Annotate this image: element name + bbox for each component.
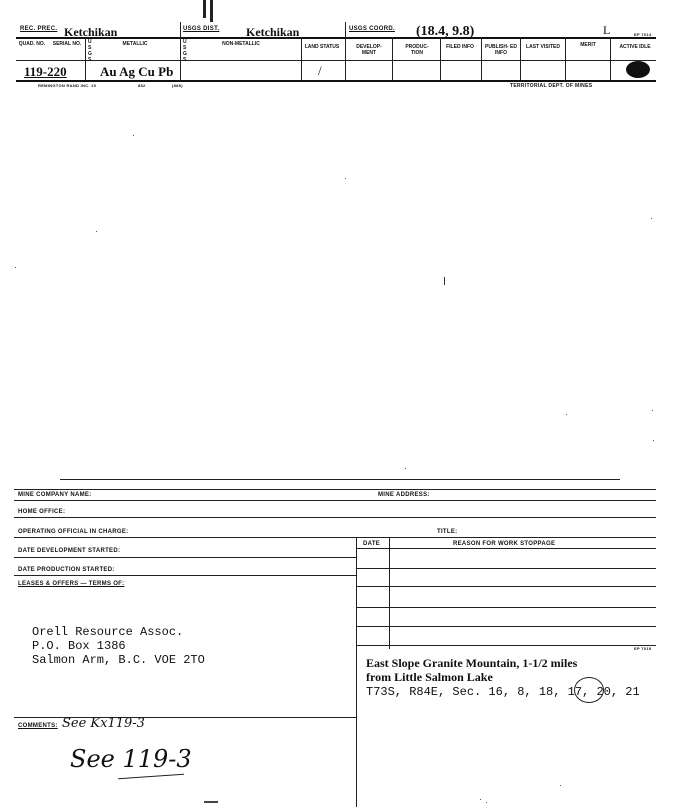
scan-speck — [486, 802, 487, 803]
development-header: DEVELOP- MENT — [356, 44, 382, 56]
active-idle-ink-mark — [626, 61, 650, 78]
binder-mark — [210, 0, 213, 22]
mine-company-label: MINE COMPANY NAME: — [18, 492, 92, 498]
scan-mark — [444, 277, 445, 285]
rec-prec-value: Ketchikan — [64, 25, 118, 39]
usgs-dist-label: USGS DIST. — [183, 26, 220, 32]
footer-code-2: (888) — [172, 83, 183, 88]
scan-speck — [653, 440, 654, 441]
date-production-label: DATE PRODUCTION STARTED: — [18, 567, 115, 573]
usgs-side-letters-2: U S G S — [183, 39, 187, 63]
handwriting-underline — [118, 774, 184, 780]
metallic-header: METALLIC — [122, 41, 148, 47]
non-metallic-header: NON-METALLIC — [222, 41, 260, 47]
footer-right: TERRITORIAL DEPT. OF MINES — [510, 83, 593, 89]
quad-no-header: QUAD. NO. — [18, 41, 46, 47]
comments-value: See Kx119-3 — [62, 716, 145, 731]
form-number: EP 7014 — [634, 32, 652, 37]
active-idle-header: ACTIVE IDLE — [619, 44, 651, 50]
merit-header: MERIT — [580, 42, 596, 48]
scan-speck — [133, 135, 134, 136]
filed-info-header: FILED INFO — [446, 44, 474, 50]
reason-label: REASON FOR WORK STOPPAGE — [453, 541, 556, 547]
scan-speck — [345, 178, 346, 179]
circle-mark — [574, 677, 604, 703]
rec-prec-label: REC. PREC. — [20, 26, 58, 32]
location-line-3: T73S, R84E, Sec. 16, 8, 18, 17, 20, 21 — [366, 685, 640, 699]
scan-mark — [204, 801, 218, 803]
lessee-name: Orell Resource Assoc. — [32, 625, 184, 639]
usgs-side-letters: U S G S — [88, 39, 92, 63]
metals-value: Au Ag Cu Pb — [100, 64, 174, 79]
land-status-header: LAND STATUS — [304, 44, 340, 50]
scan-speck — [96, 231, 97, 232]
published-info-header: PUBLISH- ED INFO — [485, 44, 517, 56]
footer-code: 882 — [138, 83, 146, 88]
leases-label: LEASES & OFFERS — TERMS OF: — [18, 581, 125, 587]
scan-speck — [480, 799, 481, 800]
binder-mark — [203, 0, 206, 18]
lessee-city: Salmon Arm, B.C. VOE 2TO — [32, 653, 205, 667]
title-label: TITLE: — [437, 529, 458, 535]
comments-label: COMMENTS: — [18, 723, 58, 729]
date-development-label: DATE DEVELOPMENT STARTED: — [18, 548, 121, 554]
usgs-coord-value: (18.4, 9.8) — [416, 24, 475, 39]
footer-left: REMINGTON RAND INC. 20 — [38, 83, 97, 88]
scan-speck — [652, 410, 653, 411]
usgs-coord-label: USGS COORD. — [349, 26, 395, 32]
date-column-label: DATE — [363, 541, 381, 547]
scan-speck — [566, 414, 567, 415]
operating-official-label: OPERATING OFFICIAL IN CHARGE: — [18, 529, 129, 535]
corner-letter: L — [603, 23, 611, 37]
scan-speck — [651, 218, 652, 219]
location-line-1: East Slope Granite Mountain, 1-1/2 miles — [366, 656, 578, 670]
scan-speck — [560, 785, 561, 786]
location-line-2: from Little Salmon Lake — [366, 670, 493, 684]
land-status-value: / — [318, 63, 322, 78]
usgs-dist-value: Ketchikan — [246, 25, 300, 39]
last-visited-header: LAST VISITED — [526, 44, 560, 50]
production-header: PRODUC- TION — [405, 44, 429, 56]
handwritten-reference: See 119-3 — [70, 745, 192, 773]
quad-serial-value: 119-220 — [24, 64, 67, 79]
home-office-label: HOME OFFICE: — [18, 509, 66, 515]
scan-speck — [15, 267, 16, 268]
scan-speck — [405, 468, 406, 469]
lessee-box: P.O. Box 1386 — [32, 639, 126, 653]
form-number-2: EP 7015 — [634, 646, 652, 651]
serial-no-header: SERIAL NO. — [52, 41, 82, 47]
mine-address-label: MINE ADDRESS: — [378, 492, 430, 498]
